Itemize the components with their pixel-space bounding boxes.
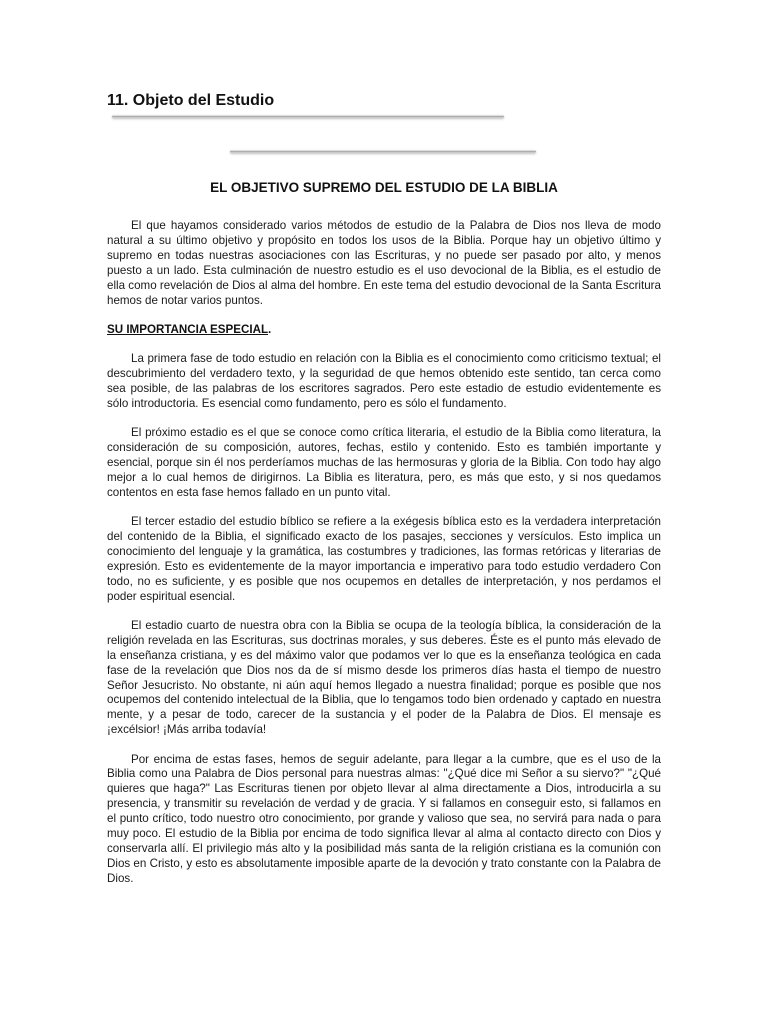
- section-heading: 11. Objeto del Estudio: [107, 92, 275, 109]
- paragraph-4: El estadio cuarto de nuestra obra con la Biblia se ocupa de la teología bíblica, la consideración de la religión revelada en las Escrituras, sus doctrinas morales, y sus deberes. Éste es el punto más elevado de la enseñanza cristiana, y es del máximo valor que podamos ver lo que es la enseñanza teológica en cada fase de la revelación que Dios nos da de sí mismo desde los primeros días hasta el tiempo de nuestro Señor Jesucristo. No obstante, ni aún aquí hemos llegado a nuestra finalidad; porque es posible que nos ocupemos del contenido intelectual de la Biblia, que lo tengamos todo bien ordenado y captado en nuestra mente, y a pesar de todo, carecer de la sustancia y el poder de la Palabra de Dios. El mensaje es ¡excélsior! ¡Más arriba todavía!: [107, 618, 661, 737]
- subheading-punct: .: [268, 322, 272, 336]
- paragraph-2: El próximo estadio es el que se conoce como crítica literaria, el estudio de la Biblia como literatura, la consideración de su composición, autores, fechas, estilo y contenido. Esto es también importante y esencial, porque sin él nos perderíamos muchas de las hermosuras y gloria de la Biblia. Con todo hay algo mejor a lo cual hemos de dirigirnos. La Biblia es literatura, pero, es más que esto, y si nos quedamos contentos en esta fase hemos fallado en un punto vital.: [107, 426, 661, 499]
- paragraph-1: La primera fase de todo estudio en relación con la Biblia es el conocimiento como criticismo textual; el descubrimiento del verdadero texto, y la seguridad de que hemos obtenido este sentido, tan cerca como sea posible, de las palabras de los escritores sagrados. Pero este estadio de estudio evidentemente es sólo introductoria. Es esencial como fundamento, pero es sólo el fundamento.: [107, 352, 661, 410]
- intro-paragraph: El que hayamos considerado varios métodos de estudio de la Palabra de Dios nos lleva de modo natural a su último objetivo y propósito en todos los usos de la Biblia. Porque hay un objetivo último y supremo en todas nuestras asociaciones con las Escrituras, y no puede ser pasado por alto, y menos puesto a un lado. Esta culminación de nuestro estudio es el uso devocional de la Biblia, es el estudio de ella como revelación de Dios al alma del hombre. En este tema del estudio devocional de la Santa Escritura hemos de notar varios puntos.: [107, 219, 661, 307]
- document-body: [107, 219, 661, 901]
- paragraph-3: El tercer estadio del estudio bíblico se refiere a la exégesis bíblica esto es la verdadera interpretación del contenido de la Biblia, el significado exacto de los pasajes, secciones y versículos. Esto implica un conocimiento del lenguaje y la gramática, las costumbres y tradiciones, las formas retóricas y literarias de expresión. Esto es evidentemente de la mayor importancia e imperativo para todo estudio verdadero Con todo, no es suficiente, y es posible que nos ocupemos en detalles de interpretación, y nos perdamos el poder espiritual esencial.: [107, 515, 661, 603]
- main-title: EL OBJETIVO SUPREMO DEL ESTUDIO DE LA BIBLIA: [210, 180, 558, 195]
- divider-rule-bottom: [230, 150, 536, 153]
- subheading: [107, 323, 661, 338]
- divider-rule-top: [112, 115, 504, 118]
- subheading-text: SU IMPORTANCIA ESPECIAL: [107, 322, 269, 336]
- paragraph-5: Por encima de estas fases, hemos de seguir adelante, para llegar a la cumbre, que es el uso de la Biblia como una Palabra de Dios personal para nuestras almas: "¿Qué dice mi Señor a su siervo?" "¿Qué quieres que haga?" Las Escrituras tienen por objeto llevar al alma directamente a Dios, introducirla a su presencia, y transmitir su revelación de verdad y de gracia. Y si fallamos en conseguir esto, si fallamos en el punto crítico, todo nuestro otro conocimiento, por grande y valioso que sea, no servirá para nada o para muy poco. El estudio de la Biblia por encima de todo significa llevar al alma al contacto directo con Dios y conservarla allí. El privilegio más alto y la posibilidad más santa de la religión cristiana es la comunión con Dios en Cristo, y esto es absolutamente imposible aparte de la devoción y trato constante con la Palabra de Dios.: [107, 752, 661, 885]
